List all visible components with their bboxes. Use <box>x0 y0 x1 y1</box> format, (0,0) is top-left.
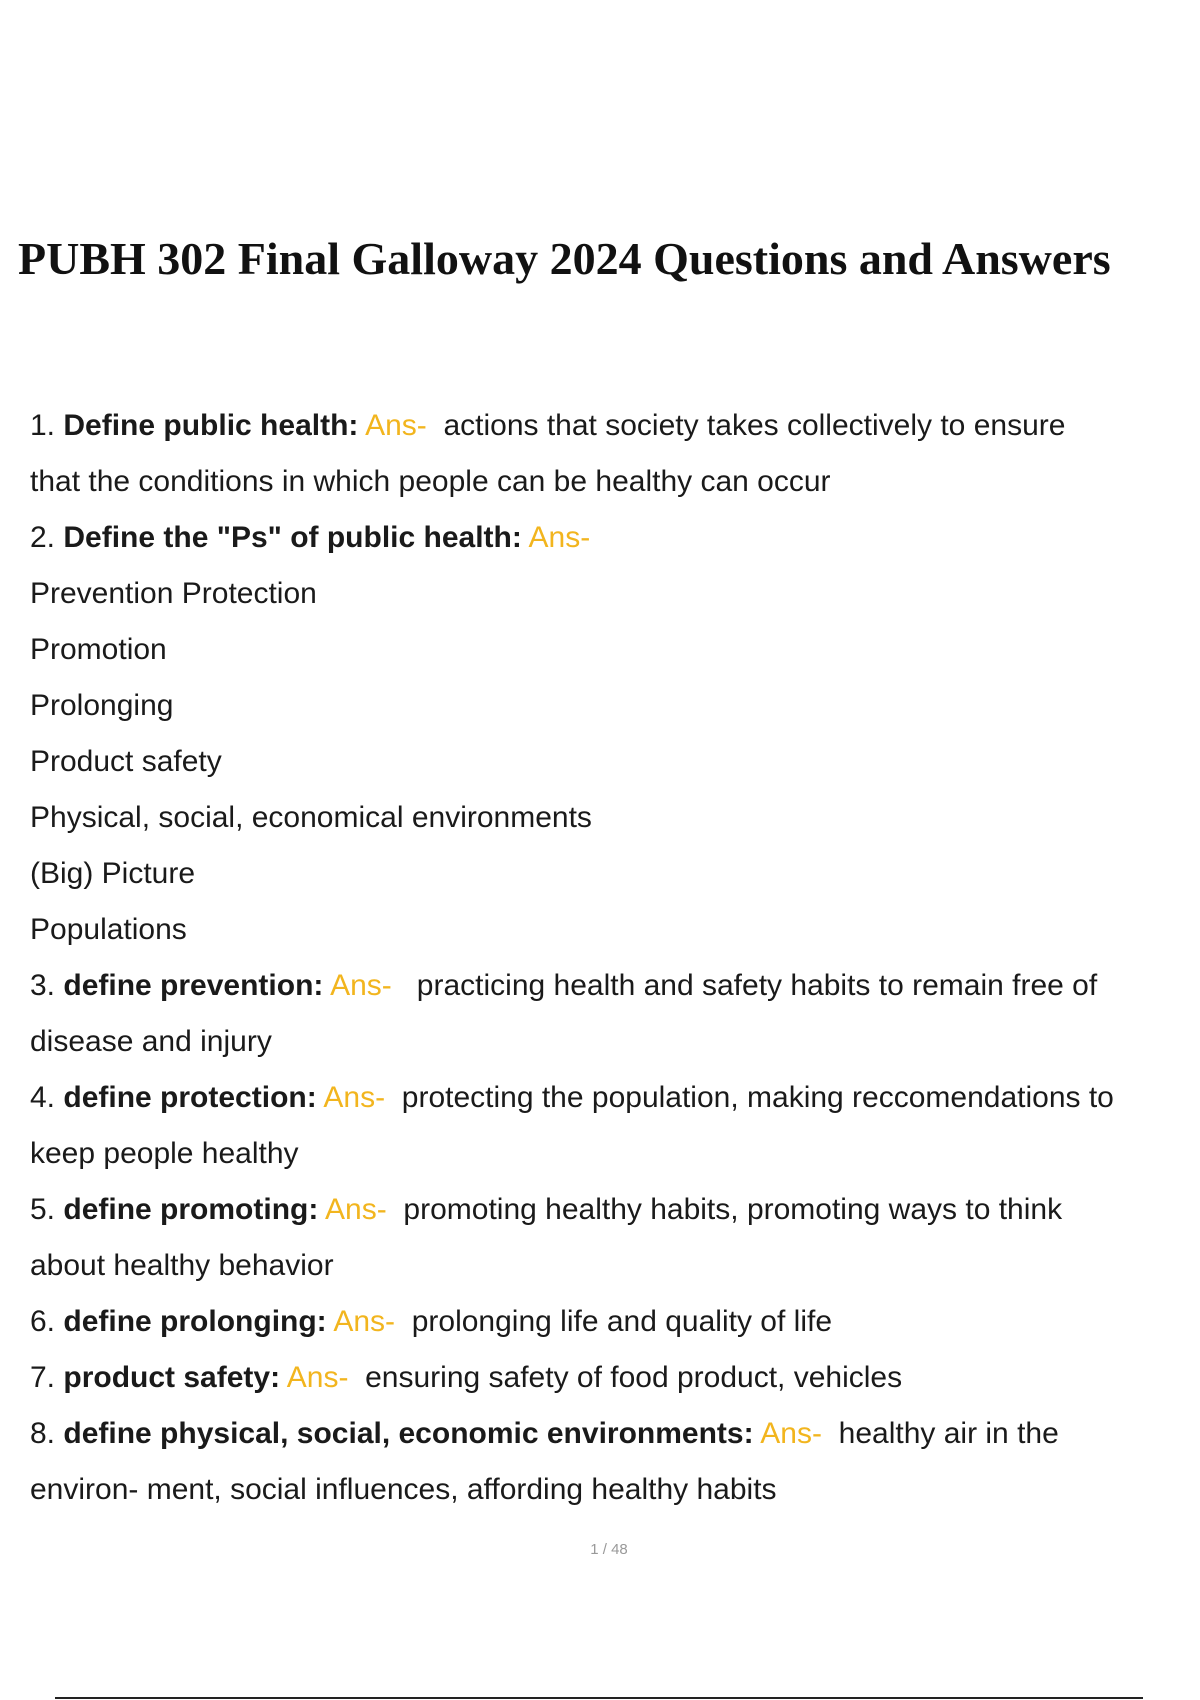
qa-item-5-line-2 <box>30 1238 1195 1294</box>
answer-text: healthy air in the <box>838 1417 1059 1450</box>
qa-item-3-line-2 <box>30 1014 1195 1070</box>
ans-label: Ans- <box>330 969 392 1002</box>
answer-text-continued: keep people healthy <box>30 1137 299 1170</box>
answer-text: ensuring safety of food product, vehicles <box>365 1361 903 1394</box>
item-number: 3. <box>30 969 56 1002</box>
question-text: define physical, social, economic environments: <box>63 1417 754 1450</box>
item-number: 8. <box>30 1417 56 1450</box>
page-number: 1 / 48 <box>590 1541 628 1558</box>
answer-text-continued: environ- ment, social influences, affording healthy habits <box>30 1473 777 1506</box>
question-text: Define the "Ps" of public health: <box>63 521 522 554</box>
answer-text: prolonging life and quality of life <box>411 1305 832 1338</box>
ans-label: Ans- <box>325 1193 387 1226</box>
qa-item-6-line-1 <box>30 1294 1195 1350</box>
qa-item-1-line-2 <box>30 454 1195 510</box>
answer-text: promoting healthy habits, promoting ways to think <box>403 1193 1063 1226</box>
answer-text: practicing health and safety habits to remain free of <box>416 969 1098 1002</box>
page-divider <box>55 1697 1143 1699</box>
ans-label: Ans- <box>323 1081 386 1114</box>
item-number: 5. <box>30 1193 56 1226</box>
item-number: 7. <box>30 1361 56 1394</box>
question-text: Define public health: <box>63 409 359 442</box>
qa-item-1-line-1 <box>30 398 1195 454</box>
ps-list-item: Prevention Protection <box>30 577 317 610</box>
question-text: define prevention: <box>63 969 324 1002</box>
qa-item-2-line-1 <box>30 510 1195 566</box>
qa-item-3-line-1 <box>30 958 1195 1014</box>
question-text: define prolonging: <box>63 1305 327 1338</box>
question-text: define promoting: <box>63 1193 319 1226</box>
qa-item-5-line-1 <box>30 1182 1195 1238</box>
ps-list-item: Physical, social, economical environments <box>30 801 592 834</box>
question-text: define protection: <box>63 1081 317 1114</box>
qa-content <box>30 398 1195 1518</box>
ans-label: Ans- <box>528 521 591 554</box>
ans-label: Ans- <box>286 1361 349 1394</box>
answer-text-continued: that the conditions in which people can be healthy can occur <box>30 465 831 498</box>
item-number: 4. <box>30 1081 56 1114</box>
answer-text: actions that society takes collectively to ensure <box>443 409 1066 442</box>
item-number: 1. <box>30 409 56 442</box>
question-text: product safety: <box>63 1361 281 1394</box>
ps-list-item: Product safety <box>30 745 222 778</box>
answer-text: protecting the population, making reccomendations to <box>401 1081 1114 1114</box>
ps-list-item: Populations <box>30 913 187 946</box>
item-number: 6. <box>30 1305 56 1338</box>
qa-item-8-line-1 <box>30 1406 1195 1462</box>
ans-label: Ans- <box>760 1417 822 1450</box>
ps-list-item: Prolonging <box>30 689 174 722</box>
page-title: PUBH 302 Final Galloway 2024 Questions and Answers <box>18 233 1111 284</box>
qa-item-8-line-2 <box>30 1462 1195 1518</box>
qa-item-7-line-1 <box>30 1350 1195 1406</box>
item-number: 2. <box>30 521 56 554</box>
ans-label: Ans- <box>333 1305 396 1338</box>
qa-item-4-line-1 <box>30 1070 1195 1126</box>
ps-list-item: (Big) Picture <box>30 857 196 890</box>
qa-item-4-line-2 <box>30 1126 1195 1182</box>
ps-list-item: Promotion <box>30 633 167 666</box>
answer-text-continued: about healthy behavior <box>30 1249 334 1282</box>
answer-text-continued: disease and injury <box>30 1025 272 1058</box>
ans-label: Ans- <box>365 409 427 442</box>
